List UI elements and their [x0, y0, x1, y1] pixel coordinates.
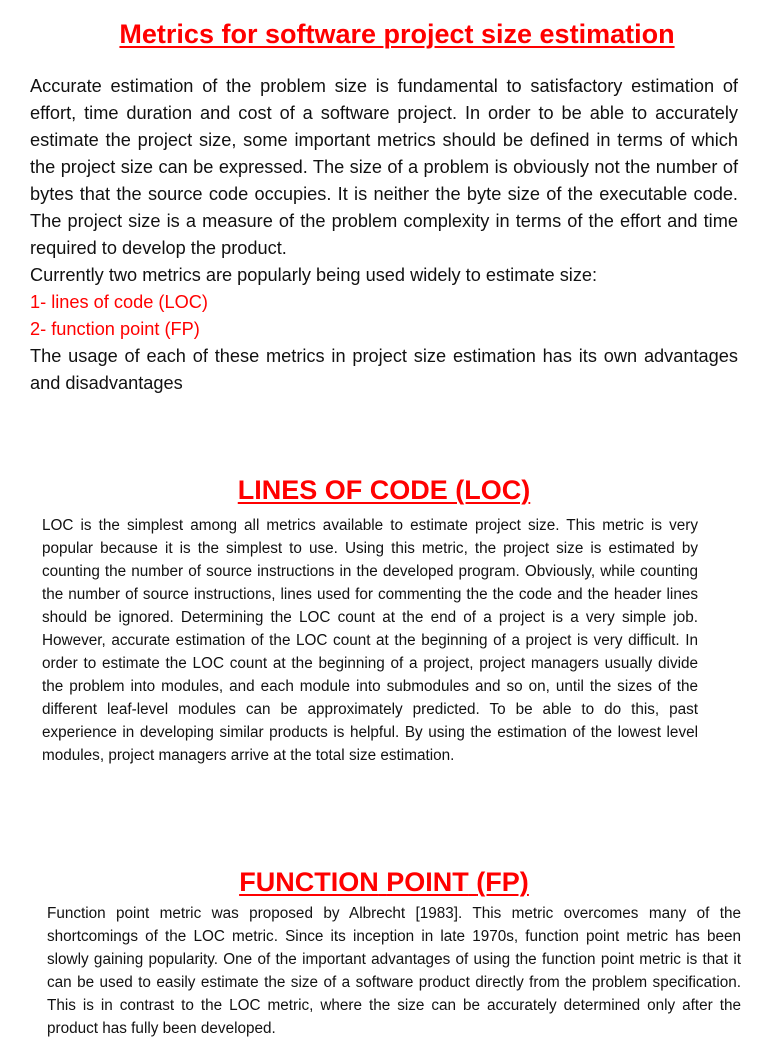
fp-body: Function point metric was proposed by Albrecht [1983]. This metric overcomes many of the shortcomings of the LOC metric. Since its inception in late 1970s, function point metric has been slowly gaining popularity. One of the important advantages of using the function point metric is that it can be used to easily estimate the size of a software product directly from the problem specification. This is in contrast to the LOC metric, where the size can be accurately determined only after the product has fully been developed. [47, 905, 741, 1037]
metric-item-loc: 1- lines of code (LOC) [30, 292, 208, 312]
intro-section [30, 73, 738, 397]
fp-heading [0, 864, 768, 900]
intro-paragraph: Accurate estimation of the problem size is fundamental to satisfactory estimation of effort, time duration and cost of a software project. In order to be able to accurately estimate the project size, some important metrics should be defined in terms of which the project size can be expressed. The size of a problem is obviously not the number of bytes that the source code occupies. It is neither the byte size of the executable code. The project size is a measure of the problem complexity in terms of the effort and time required to develop the product. [30, 76, 738, 258]
metric-item-fp: 2- function point (FP) [30, 319, 200, 339]
fp-heading-word-3: (FP) [476, 867, 529, 897]
page-title: Metrics for software project size estimation [119, 19, 675, 49]
loc-body: LOC is the simplest among all metrics available to estimate project size. This metric is very popular because it is the simplest to use. Using this metric, the project size is estimated by counting the number of source instructions in the developed program. Obviously, while counting the number of source instructions, lines used for commenting the the code and the header lines should be ignored. Determining the LOC count at the end of a project is a very simple job. However, accurate estimation of the LOC count at the beginning of a project is very difficult. In order to estimate the LOC count at the beginning of a project, project managers usually divide the problem into modules, and each module into submodules and so on, until the sizes of the different leaf-level modules can be approximately predicted. To be able to do this, past experience in developing similar products is helpful. By using the estimation of the lowest level modules, project managers arrive at the total size estimation. [42, 517, 698, 764]
intro-closing: The usage of each of these metrics in project size estimation has its own advantages and disadvantages [30, 346, 738, 393]
fp-heading-word-1: FUNCTION [239, 867, 379, 897]
intro-lead: Currently two metrics are popularly being used widely to estimate size: [30, 265, 598, 285]
fp-heading-word-2: POINT [386, 867, 469, 897]
loc-heading: LINES OF CODE (LOC) [237, 475, 531, 505]
